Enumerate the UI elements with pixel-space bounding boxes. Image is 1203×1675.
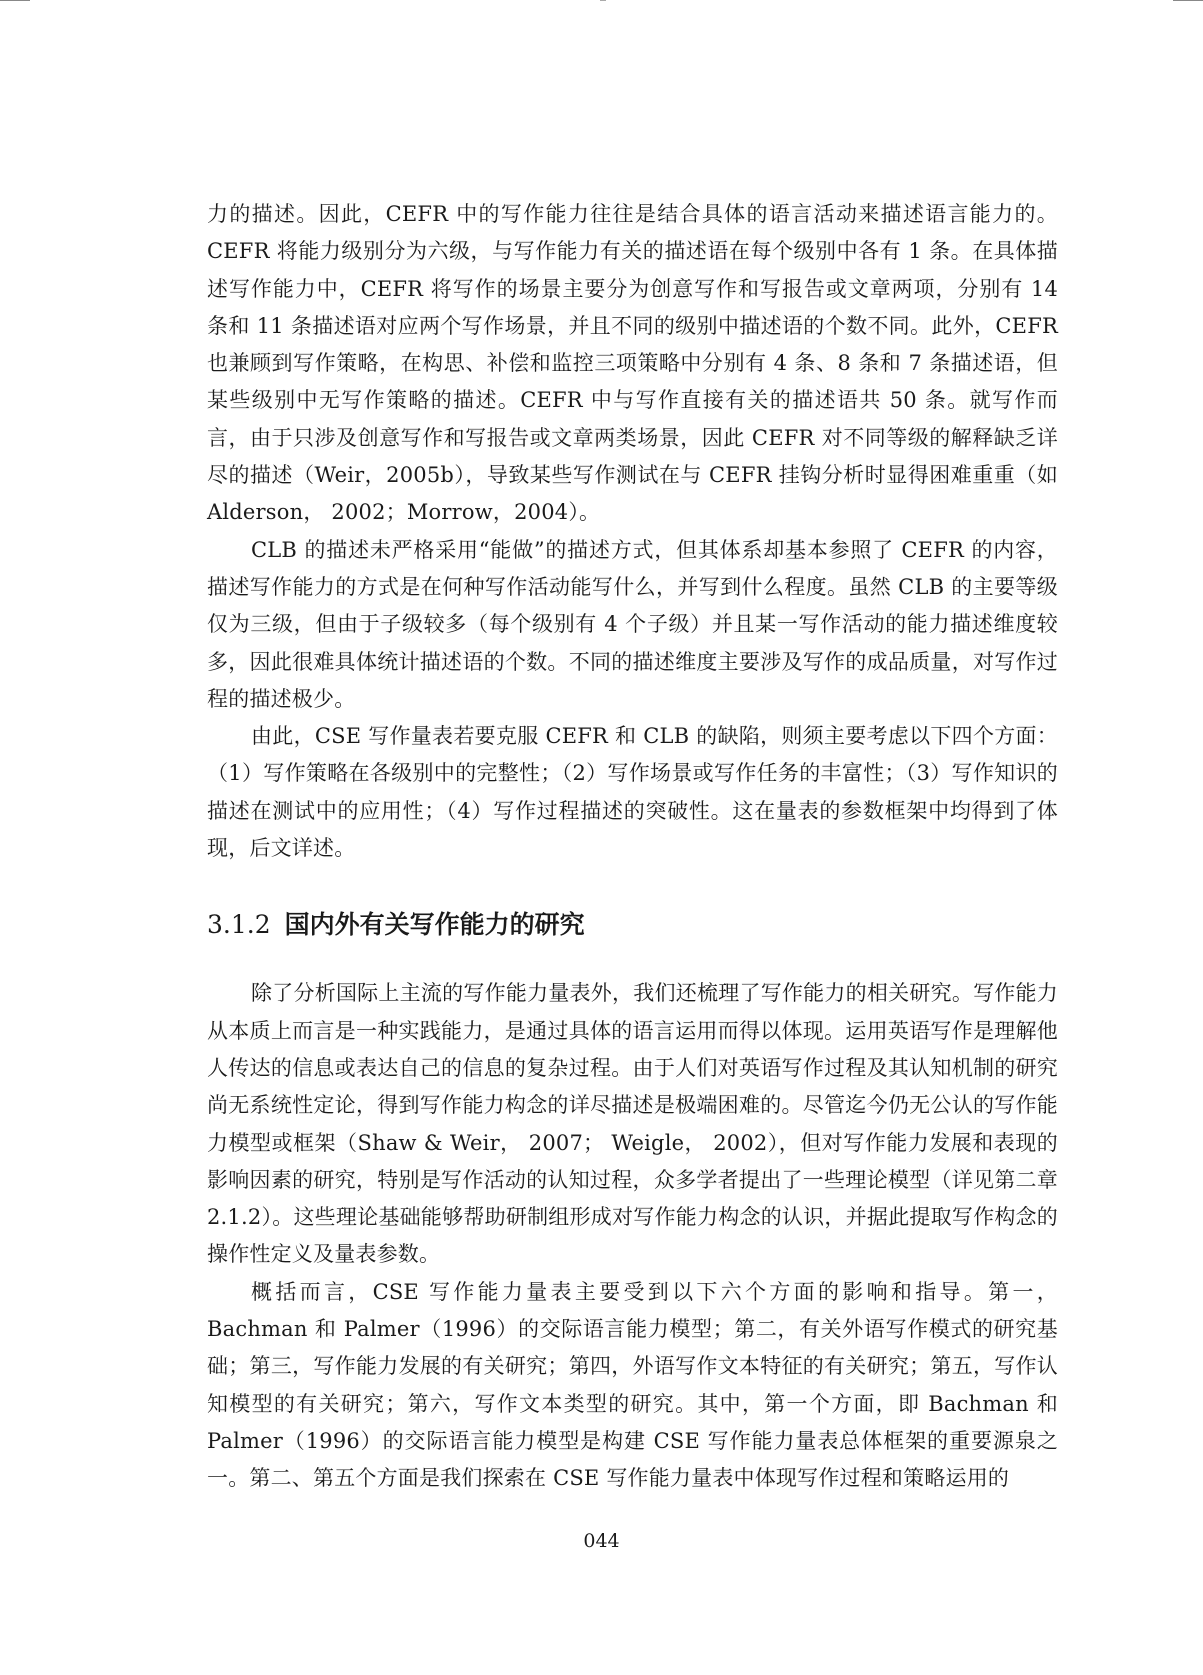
paragraph: 概括而言，CSE 写作能力量表主要受到以下六个方面的影响和指导。第一，Bachman 和 Palmer（1996）的交际语言能力模型；第二，有关外语写作模式的研究基础；第三，写作能力发展的有关研究；第四，外语写作文本特征的有关研究；第五，写作认知模型的有关研究；第六，写作文本类型的研究。其中，第一个方面，即 Bachman 和 Palmer（1996）的交际语言能力模型是构建 CSE 写作能力量表总体框架的重要源泉之一。第二、第五个方面是我们探索在 CSE 写作能力量表中体现写作过程和策略运用的 <box>207 1279 1058 1491</box>
section-number: 3.1.2 <box>207 910 271 940</box>
crop-mark-left <box>0 0 30 1</box>
paragraph: CLB 的描述未严格采用“能做”的描述方式，但其体系却基本参照了 CEFR 的内容，描述写作能力的方式是在何种写作活动能写什么，并写到什么程度。虽然 CLB 的主要等级仅为三级，但由于子级较多（每个级别有 4 个子级）并且某一写作活动的能力描述维度较多，因此很难具体统计描述语的个数。不同的描述维度主要涉及写作的成品质量，对写作过程的描述极少。 <box>207 537 1058 711</box>
paragraph: 由此，CSE 写作量表若要克服 CEFR 和 CLB 的缺陷，则须主要考虑以下四个方面：（1）写作策略在各级别中的完整性；（2）写作场景或写作任务的丰富性；（3）写作知识的描述在测试中的应用性；（4）写作过程描述的突破性。这在量表的参数框架中均得到了体现，后文详述。 <box>207 724 1058 861</box>
page-body <box>207 196 1058 1498</box>
paragraph: 力的描述。因此，CEFR 中的写作能力往往是结合具体的语言活动来描述语言能力的。CEFR 将能力级别分为六级，与写作能力有关的描述语在每个级别中各有 1 条。在具体描述写作能力中，CEFR 将写作的场景主要分为创意写作和写报告或文章两项，分别有 14 条和 11 条描述语对应两个写作场景，并且不同的级别中描述语的个数不同。此外，CEFR 也兼顾到写作策略，在构思、补偿和监控三项策略中分别有 4 条、8 条和 7 条描述语，但某些级别中无写作策略的描述。CEFR 中与写作直接有关的描述语共 50 条。就写作而言，由于只涉及创意写作和写报告或文章两类场景，因此 CEFR 对不同等级的解释缺乏详尽的描述（Weir，2005b），导致某些写作测试在与 CEFR 挂钩分析时显得困难重重（如 Alderson， 2002；Morrow，2004）。 <box>207 202 1058 525</box>
page-number: 044 <box>583 1530 620 1552</box>
paragraph: 除了分析国际上主流的写作能力量表外，我们还梳理了写作能力的相关研究。写作能力从本质上而言是一种实践能力，是通过具体的语言运用而得以体现。运用英语写作是理解他人传达的信息或表达自己的信息的复杂过程。由于人们对英语写作过程及其认知机制的研究尚无系统性定论，得到写作能力构念的详尽描述是极端困难的。尽管迄今仍无公认的写作能力模型或框架（Shaw & Weir， 2007； Weigle， 2002），但对写作能力发展和表现的影响因素的研究，特别是写作活动的认知过程，众多学者提出了一些理论模型（详见第二章 2.1.2）。这些理论基础能够帮助研制组形成对写作能力构念的认识，并据此提取写作构念的操作性定义及量表参数。 <box>207 981 1058 1267</box>
crop-mark-right <box>1173 0 1203 1</box>
crop-mark-center <box>600 0 606 1</box>
section-title: 国内外有关写作能力的研究 <box>284 910 585 940</box>
section-heading <box>207 905 1058 941</box>
